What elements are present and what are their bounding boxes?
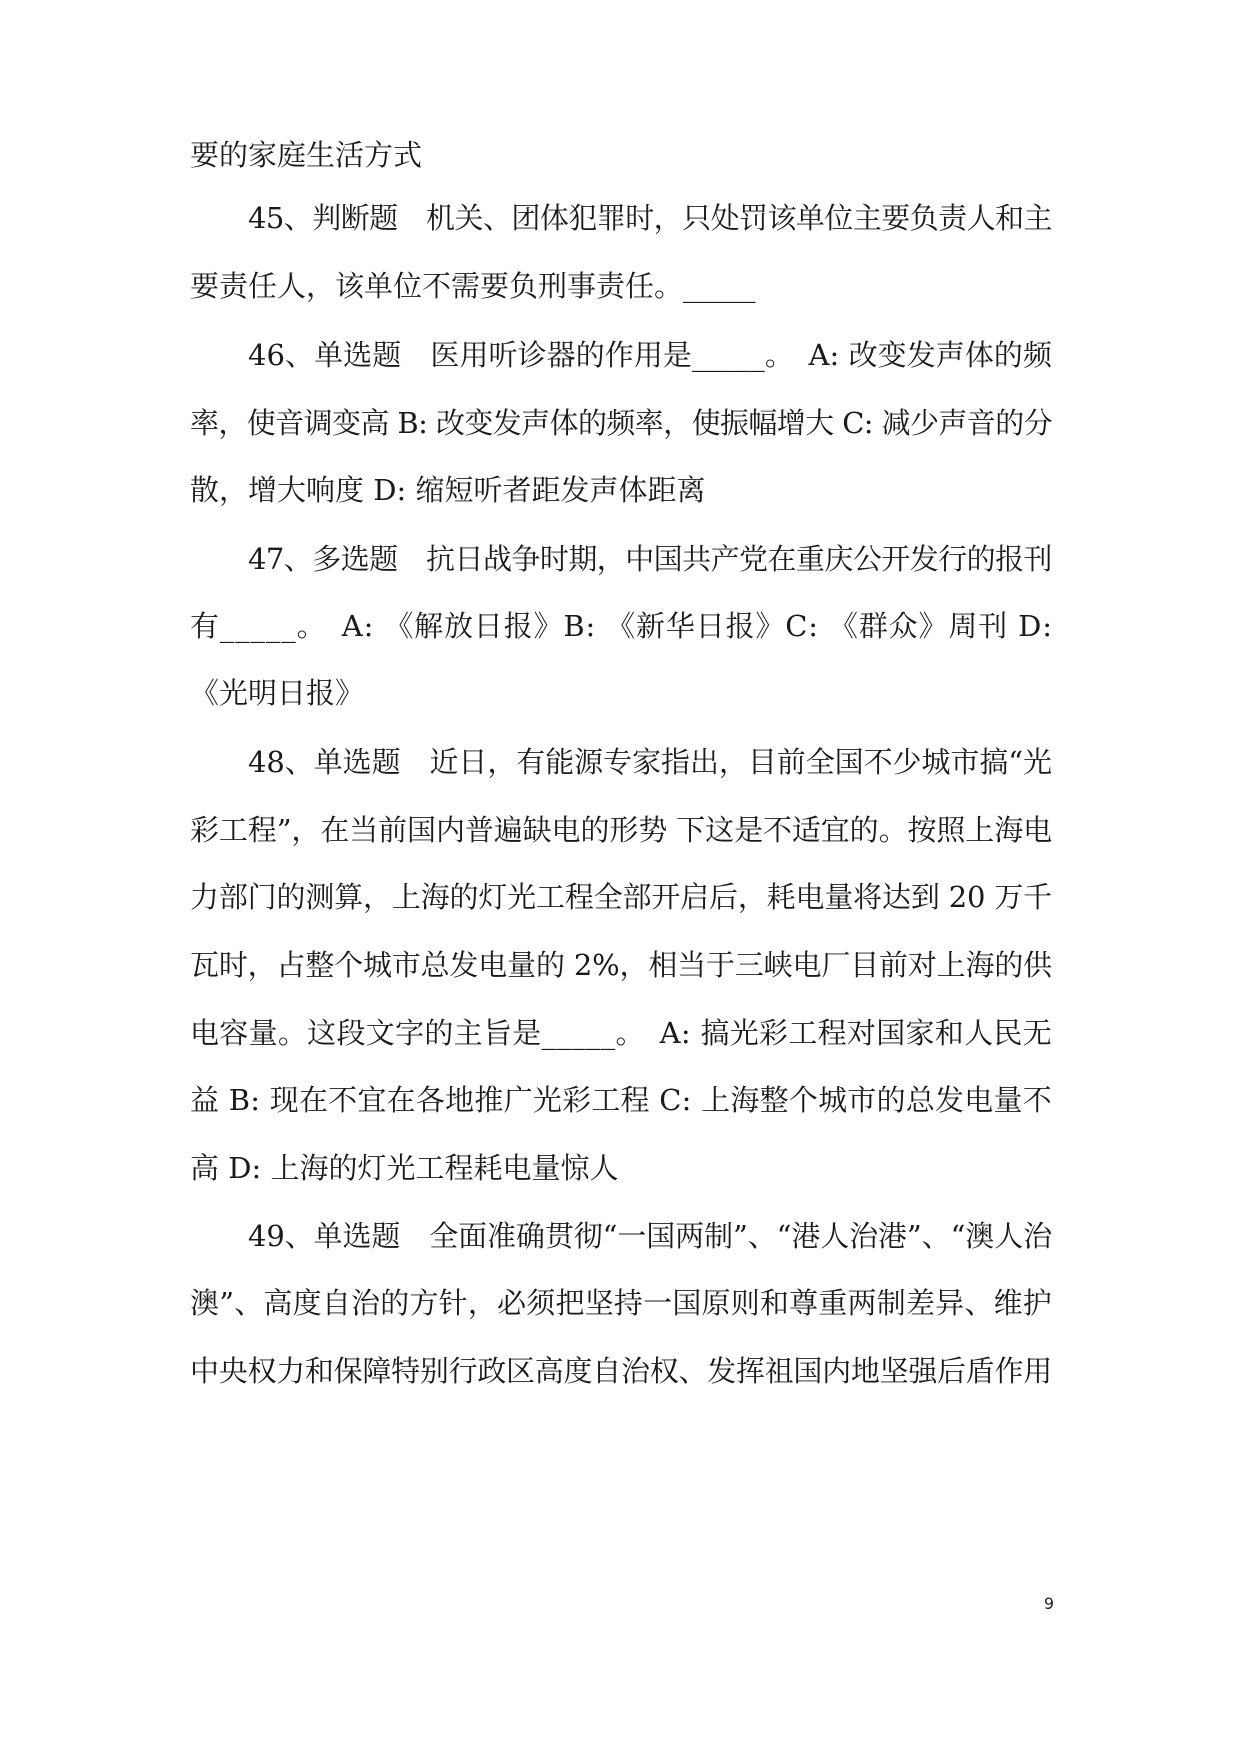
- text-line-content: 48、单选题 近日，有能源专家指出，目前全国不少城市搞“光: [248, 745, 1052, 779]
- text-line-content: 要责任人，该单位不需要负刑事责任。_____: [190, 269, 756, 303]
- text-line-content: 彩工程”，在当前国内普遍缺电的形势 下这是不适宜的。按照上海电: [190, 813, 1052, 847]
- question-49-line-3: [190, 1351, 1052, 1391]
- question-46-line-2: [190, 403, 1052, 443]
- question-48-line-5: [190, 1013, 1052, 1053]
- text-line-content: 澳”、高度自治的方针，必须把坚持一国原则和尊重两制差异、维护: [190, 1286, 1052, 1320]
- text-line-content: 45、判断题 机关、团体犯罪时，只处罚该单位主要负责人和主: [248, 201, 1052, 235]
- question-48-line-6: [190, 1080, 1052, 1120]
- text-line-content: 47、多选题 抗日战争时期，中国共产党在重庆公开发行的报刊: [248, 542, 1052, 576]
- question-47-line-2: [190, 606, 1052, 646]
- text-line-content: 中央权力和保障特别行政区高度自治权、发挥祖国内地坚强后盾作用: [190, 1354, 1052, 1388]
- text-line-content: 《光明日报》: [190, 676, 365, 710]
- question-49-line-1: [248, 1216, 1052, 1256]
- text-line-content: 49、单选题 全面准确贯彻“一国两制”、“港人治港”、“澳人治: [248, 1219, 1052, 1253]
- text-line-content: 有_____。 A: 《解放日报》B: 《新华日报》C: 《群众》周刊 D:: [190, 609, 1053, 643]
- question-49-line-2: [190, 1283, 1052, 1323]
- question-47-line-3: [190, 673, 1052, 713]
- question-45-line-2: [190, 266, 1052, 306]
- text-line-content: 电容量。这段文字的主旨是_____。 A: 搞光彩工程对国家和人民无: [190, 1016, 1052, 1050]
- question-47-line-1: [248, 539, 1052, 579]
- text-line-content: 瓦时，占整个城市总发电量的 2%，相当于三峡电厂目前对上海的供: [190, 948, 1052, 982]
- question-48-line-2: [190, 810, 1052, 850]
- question-48-line-1: [248, 742, 1052, 782]
- text-line-content: 益 B: 现在不宜在各地推广光彩工程 C: 上海整个城市的总发电量不: [190, 1083, 1052, 1117]
- question-45-line-1: [248, 198, 1052, 238]
- text-line-content: 高 D: 上海的灯光工程耗电量惊人: [190, 1151, 619, 1185]
- page-number: 9: [1043, 1594, 1054, 1613]
- question-48-line-7: [190, 1148, 1052, 1188]
- text-line-content: 要的家庭生活方式: [190, 138, 423, 172]
- question-46-line-3: [190, 470, 1052, 510]
- text-line: [190, 135, 1052, 175]
- question-48-line-3: [190, 877, 1052, 917]
- text-line-content: 力部门的测算，上海的灯光工程全部开启后，耗电量将达到 20 万千: [190, 880, 1052, 914]
- text-line-content: 散，增大响度 D: 缩短听者距发声体距离: [190, 473, 706, 507]
- text-line-content: 率，使音调变高 B: 改变发声体的频率，使振幅增大 C: 减少声音的分: [190, 406, 1052, 440]
- question-48-line-4: [190, 945, 1052, 985]
- question-46-line-1: [248, 335, 1052, 375]
- text-line-content: 46、单选题 医用听诊器的作用是_____。 A: 改变发声体的频: [248, 338, 1053, 372]
